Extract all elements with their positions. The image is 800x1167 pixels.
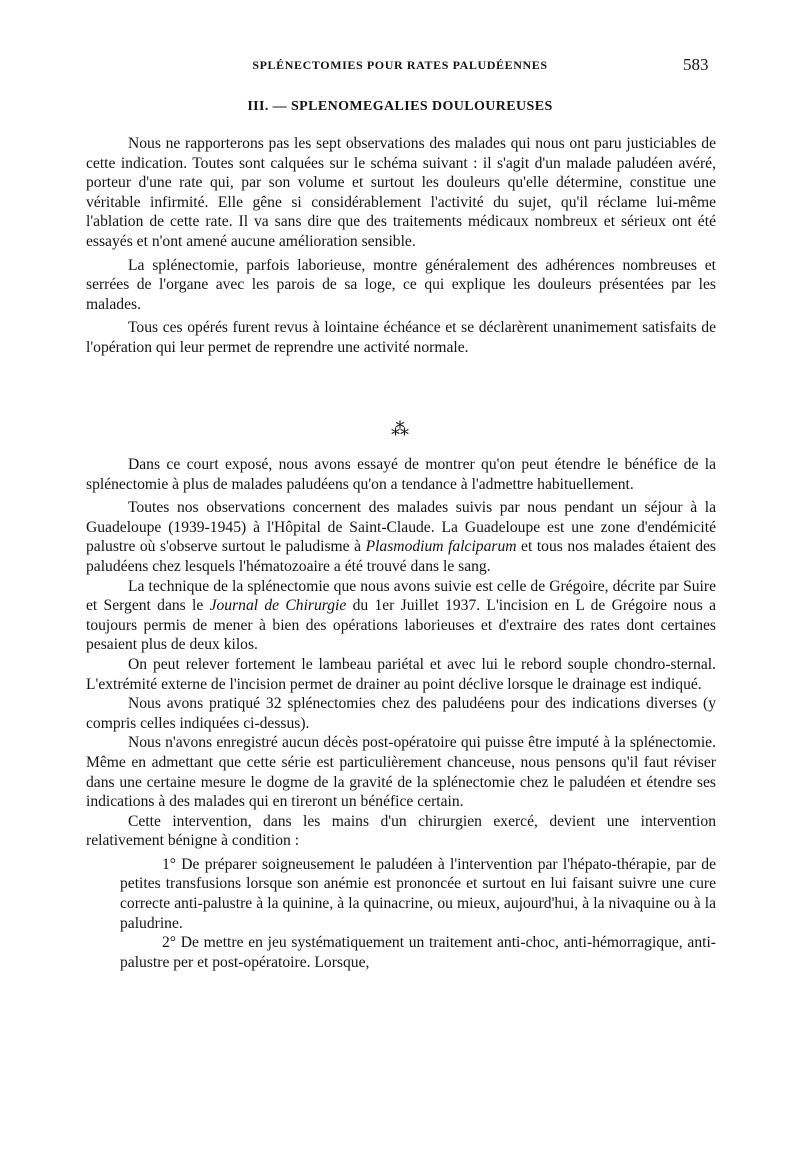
paragraph bbox=[86, 577, 716, 655]
paragraph: Nous ne rapporterons pas les sept observations des malades qui nous ont paru justiciables de cette indication. Toutes sont calquées sur le schéma suivant : il s'agit d'un malade paludéen avéré, porteur d'une rate qui, par son volume et surtout les douleurs qu'elle détermine, constitue une véritable infirmité. Elle gêne si considérablement l'activité du sujet, qu'il réclame lui-même l'ablation de cette rate. Il va sans dire que des traitements médicaux nombreux et sérieux ont été essayés et n'ont amené aucune amélioration sensible. bbox=[86, 135, 716, 250]
paragraph-text: du 1er Juillet 1937. L'incision en L de Grégoire nous a toujours permis de mener à bien des opérations laborieuses et d'extraire des rates dont certaines pesaient plus de deux kilos. bbox=[86, 597, 716, 654]
paragraph: Tous ces opérés furent revus à lointaine échéance et se déclarèrent unanimement satisfaits de l'opération qui leur permet de reprendre une activité normale. bbox=[86, 319, 716, 356]
section-heading: III. — SPLENOMEGALIES DOULOUREUSES bbox=[247, 99, 553, 114]
paragraph: On peut relever fortement le lambeau pariétal et avec lui le rebord souple chondro-sternal. L'extrémité externe de l'incision permet de drainer au point déclive lorsque le drainage est indiqué. bbox=[86, 655, 716, 693]
running-title: SPLÉNECTOMIES POUR RATES PALUDÉENNES bbox=[252, 58, 548, 72]
paragraph: La splénectomie, parfois laborieuse, montre généralement des adhérences nombreuses et serrées de l'organe avec les parois de sa loge, ce qui explique les douleurs présentées par les malades. bbox=[86, 256, 716, 313]
list-item: 2° De mettre en jeu systématiquement un traitement anti-choc, anti-hémorragique, anti-palustre per et post-opératoire. Lorsque, bbox=[120, 934, 716, 971]
list-item: 1° De préparer soigneusement le paludéen à l'intervention par l'hépato-thérapie, par de petites transfusions lorsque son anémie est prononcée et surtout en lui faisant suivre une cure correcte anti-palustre à la quinine, à la quinacrine, ou mieux, aujourd'hui, à la nivaquine ou à la paludrine. bbox=[120, 855, 716, 932]
page-number: 583 bbox=[683, 55, 709, 74]
paragraph bbox=[86, 498, 716, 576]
journal-title: Journal de Chirurgie bbox=[209, 597, 347, 615]
paragraph-text: Toutes nos observations concernent des malades suivis par nous pendant un séjour à la Guadeloupe (1939-1945) à l'Hôpital de Saint-Claude. La Guadeloupe est une zone d'endémicité palustre où s'observe surtout le paludisme à bbox=[86, 499, 716, 556]
paragraph: Cette intervention, dans les mains d'un chirurgien exercé, devient une intervention relativement bénigne à condition : bbox=[86, 812, 716, 850]
conclusion-body bbox=[86, 455, 716, 972]
paragraph: Dans ce court exposé, nous avons essayé de montrer qu'on peut étendre le bénéfice de la splénectomie à plus de malades paludéens qu'on a tendance à l'admettre habituellement. bbox=[86, 456, 716, 493]
section-body bbox=[86, 134, 716, 358]
running-head bbox=[0, 55, 800, 78]
paragraph-text: La technique de la splénectomie que nous avons suivie est celle de Grégoire, décrite par Suire et Sergent dans le bbox=[86, 577, 716, 615]
paragraph-text: et tous nos malades étaient des paludéens chez lesquels l'hématozoaire a été trouvé dans le sang. bbox=[86, 538, 716, 575]
italic-term: Plasmodium falciparum bbox=[365, 538, 517, 556]
asterism-separator: ⁂ bbox=[391, 419, 409, 439]
paragraph: Nous n'avons enregistré aucun décès post-opératoire qui puisse être imputé à la splénectomie. Même en admettant que cette série est particulièrement chanceuse, nous pensons qu'il faut réviser dans une certaine mesure le dogme de la gravité de la splénectomie chez le paludéen et étendre ses indications à des malades qui en tireront un bénéfice certain. bbox=[86, 734, 716, 811]
paragraph: Nous avons pratiqué 32 splénectomies chez des paludéens pour des indications diverses (y compris celles indiquées ci-dessus). bbox=[86, 695, 716, 732]
conditions-list bbox=[86, 855, 716, 973]
